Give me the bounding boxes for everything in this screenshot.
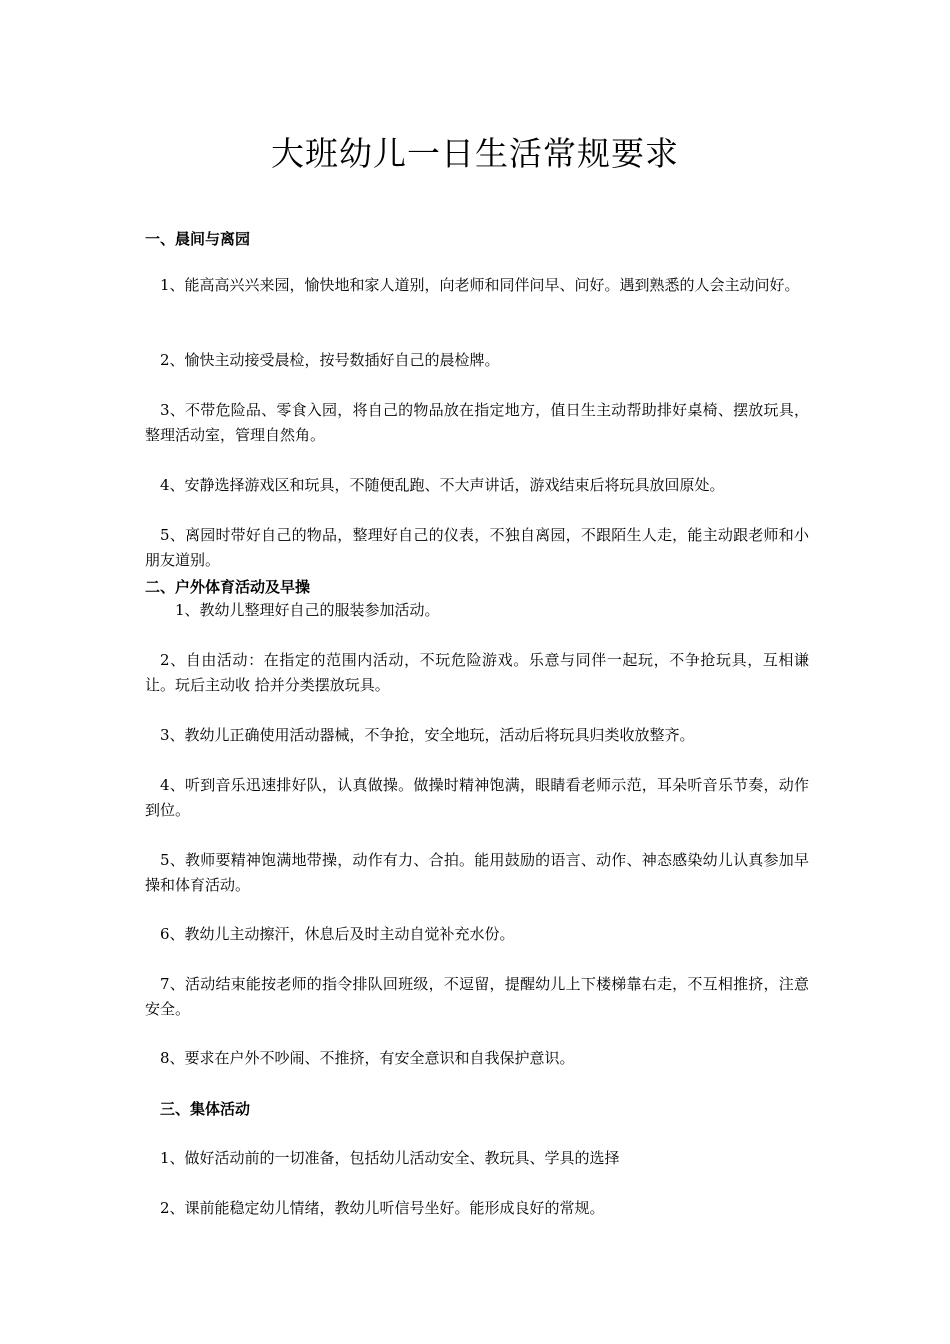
paragraph: 1、能高高兴兴来园，愉快地和家人道别，向老师和同伴问早、问好。遇到熟悉的人会主动问好。 — [160, 276, 800, 294]
paragraph: 4、听到音乐迅速排好队，认真做操。做操时精神饱满，眼睛看老师示范，耳朵听音乐节奏，动作到位。 — [145, 776, 809, 819]
paragraph: 3、教幼儿正确使用活动器械，不争抢，安全地玩，活动后将玩具归类收放整齐。 — [160, 726, 695, 744]
paragraph: 2、课前能稳定幼儿情绪，教幼儿听信号坐好。能形成良好的常规。 — [160, 1199, 605, 1217]
paragraph: 8、要求在户外不吵闹、不推挤，有安全意识和自我保护意识。 — [160, 1049, 575, 1067]
paragraph: 1、做好活动前的一切准备，包括幼儿活动安全、教玩具、学具的选择 — [160, 1149, 620, 1167]
paragraph: 6、教幼儿主动擦汗，休息后及时主动自觉补充水份。 — [160, 925, 515, 943]
paragraph: 1、教幼儿整理好自己的服装参加活动。 — [175, 601, 440, 619]
paragraph: 2、自由活动：在指定的范围内活动，不玩危险游戏。乐意与同伴一起玩，不争抢玩具，互相谦让。玩后主动收 拾并分类摆放玩具。 — [145, 651, 809, 694]
paragraph: 5、离园时带好自己的物品，整理好自己的仪表，不独自离园，不跟陌生人走，能主动跟老师和小朋友道别。 — [145, 526, 809, 569]
paragraph: 4、安静选择游戏区和玩具，不随便乱跑、不大声讲话，游戏结束后将玩具放回原处。 — [160, 476, 725, 494]
page-title: 大班幼儿一日生活常规要求 — [271, 134, 679, 173]
section-heading-group-activity: 三、集体活动 — [160, 1100, 251, 1118]
paragraph: 5、教师要精神饱满地带操，动作有力、合拍。能用鼓励的语言、动作、神态感染幼儿认真参加早操和体育活动。 — [145, 851, 809, 894]
paragraph: 3、不带危险品、零食入园，将自己的物品放在指定地方，值日生主动帮助排好桌椅、摆放玩具，整理活动室，管理自然角。 — [145, 401, 809, 444]
section-heading-outdoor-exercise: 二、户外体育活动及早操 — [145, 578, 311, 596]
paragraph: 7、活动结束能按老师的指令排队回班级，不逗留，提醒幼儿上下楼梯靠右走，不互相推挤，注意安全。 — [145, 975, 809, 1018]
section-heading-morning-departure: 一、晨间与离园 — [145, 230, 251, 248]
paragraph: 2、愉快主动接受晨检，按号数插好自己的晨检牌。 — [160, 351, 500, 369]
